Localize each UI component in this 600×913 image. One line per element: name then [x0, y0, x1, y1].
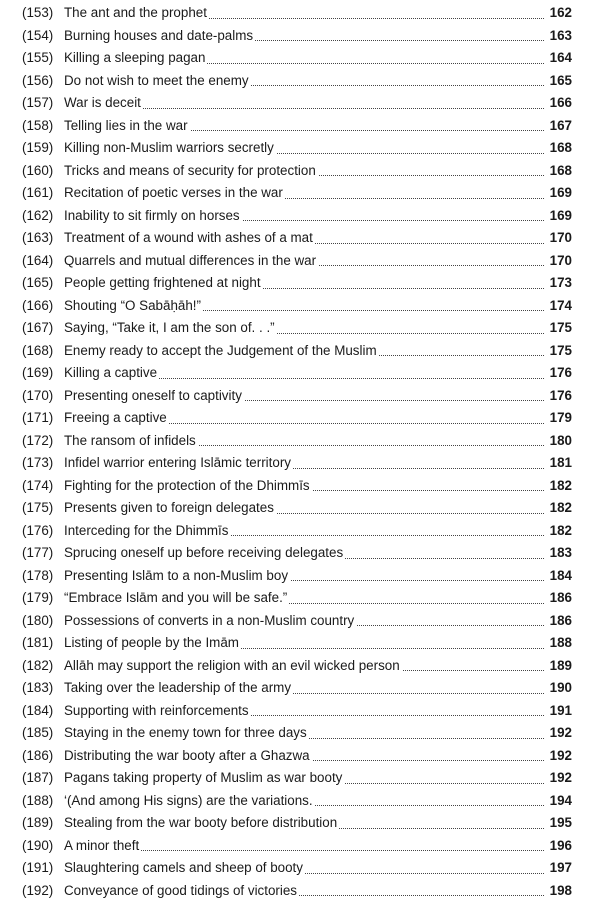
entry-title: ‘(And among His signs) are the variations. [64, 790, 315, 813]
entry-number: (184) [22, 702, 54, 718]
entry-number: (167) [22, 320, 54, 335]
toc-entry [0, 587, 600, 610]
entry-number: (175) [22, 500, 54, 515]
toc-entry [0, 565, 600, 588]
entry-title: Fighting for the protection of the Dhimmīs [64, 475, 312, 498]
entry-title: Do not wish to meet the enemy [64, 70, 251, 93]
entry-number: (174) [22, 477, 54, 493]
entry-page-number: 174 [542, 295, 572, 318]
toc-entry [0, 250, 600, 273]
entry-page-number: 176 [542, 385, 572, 408]
entry-page-number: 162 [542, 2, 572, 25]
entry-number: (183) [22, 680, 54, 695]
entry-page-number: 186 [542, 587, 572, 610]
toc-entry [0, 227, 600, 250]
entry-number: (185) [22, 725, 54, 740]
toc-entry [0, 70, 600, 93]
toc-entry [0, 677, 600, 700]
entry-title: War is deceit [64, 92, 143, 115]
entry-number: (166) [22, 297, 54, 313]
entry-number: (179) [22, 590, 54, 605]
entry-page-number: 167 [542, 115, 572, 138]
entry-title: The ransom of infidels [64, 430, 198, 453]
entry-title: Treatment of a wound with ashes of a mat [64, 227, 315, 250]
entry-title: Distributing the war booty after a Ghazwa [64, 745, 312, 768]
entry-number: (158) [22, 117, 54, 133]
entry-title: Saying, “Take it, I am the son of. . .” [64, 317, 277, 340]
entry-page-number: 182 [542, 497, 572, 520]
toc-entry [0, 812, 600, 835]
entry-number: (178) [22, 567, 54, 583]
entry-page-number: 192 [542, 722, 572, 745]
toc-entry [0, 182, 600, 205]
entry-page-number: 182 [542, 475, 572, 498]
entry-number: (157) [22, 95, 54, 110]
entry-number: (154) [22, 27, 54, 43]
entry-number: (192) [22, 882, 54, 898]
entry-title: Tricks and means of security for protection [64, 160, 318, 183]
entry-number: (180) [22, 612, 54, 628]
entry-page-number: 176 [542, 362, 572, 385]
entry-number: (170) [22, 387, 54, 403]
entry-page-number: 182 [542, 520, 572, 543]
toc-entry [0, 205, 600, 228]
toc-entry [0, 317, 600, 340]
entry-number: (155) [22, 50, 54, 65]
toc-entry [0, 2, 600, 25]
entry-title: Slaughtering camels and sheep of booty [64, 857, 305, 880]
entry-number: (161) [22, 185, 54, 200]
entry-number: (163) [22, 230, 54, 245]
entry-page-number: 168 [542, 160, 572, 183]
toc-entry [0, 497, 600, 520]
toc-entry [0, 362, 600, 385]
entry-number: (165) [22, 275, 54, 290]
entry-title: Killing a sleeping pagan [64, 47, 207, 70]
entry-page-number: 191 [542, 700, 572, 723]
entry-title: Conveyance of good tidings of victories [64, 880, 299, 903]
toc-entry [0, 340, 600, 363]
toc-entry [0, 632, 600, 655]
toc-entry [0, 160, 600, 183]
entry-title: Killing non-Muslim warriors secretly [64, 137, 276, 160]
entry-page-number: 190 [542, 677, 572, 700]
toc-entry [0, 25, 600, 48]
entry-page-number: 169 [542, 205, 572, 228]
entry-page-number: 173 [542, 272, 572, 295]
entry-title: Stealing from the war booty before distribution [64, 812, 339, 835]
entry-page-number: 164 [542, 47, 572, 70]
entry-number: (189) [22, 815, 54, 830]
entry-title: Inability to sit firmly on horses [64, 205, 242, 228]
entry-page-number: 188 [542, 632, 572, 655]
entry-title: Taking over the leadership of the army [64, 677, 293, 700]
entry-title: Allāh may support the religion with an evil wicked person [64, 655, 402, 678]
entry-page-number: 165 [542, 70, 572, 93]
entry-number: (162) [22, 207, 54, 223]
entry-number: (156) [22, 72, 54, 88]
toc-entry [0, 47, 600, 70]
entry-page-number: 179 [542, 407, 572, 430]
entry-title: Presenting oneself to captivity [64, 385, 244, 408]
toc-entry [0, 542, 600, 565]
entry-title: Shouting “O Sabāḥāh!” [64, 295, 203, 318]
entry-title: People getting frightened at night [64, 272, 263, 295]
toc-entry [0, 115, 600, 138]
entry-number: (187) [22, 770, 54, 785]
toc-entry [0, 272, 600, 295]
entry-page-number: 197 [542, 857, 572, 880]
entry-title: Pagans taking property of Muslim as war booty [64, 767, 344, 790]
entry-number: (160) [22, 162, 54, 178]
entry-number: (181) [22, 635, 54, 650]
entry-page-number: 195 [542, 812, 572, 835]
toc-entry [0, 835, 600, 858]
entry-page-number: 175 [542, 317, 572, 340]
toc-entry [0, 880, 600, 903]
entry-page-number: 169 [542, 182, 572, 205]
entry-page-number: 181 [542, 452, 572, 475]
toc-entry [0, 767, 600, 790]
entry-number: (182) [22, 657, 54, 673]
entry-title: Recitation of poetic verses in the war [64, 182, 285, 205]
entry-title: Staying in the enemy town for three days [64, 722, 309, 745]
entry-number: (171) [22, 410, 54, 425]
entry-page-number: 175 [542, 340, 572, 363]
entry-page-number: 184 [542, 565, 572, 588]
toc-entry [0, 475, 600, 498]
entry-page-number: 192 [542, 745, 572, 768]
entry-page-number: 194 [542, 790, 572, 813]
entry-title: Quarrels and mutual differences in the war [64, 250, 318, 273]
entry-title: Sprucing oneself up before receiving delegates [64, 542, 345, 565]
entry-page-number: 166 [542, 92, 572, 115]
entry-title: Interceding for the Dhimmīs [64, 520, 230, 543]
entry-title: Enemy ready to accept the Judgement of the Muslim [64, 340, 379, 363]
entry-title: Possessions of converts in a non-Muslim country [64, 610, 356, 633]
entry-title: Presenting Islām to a non-Muslim boy [64, 565, 290, 588]
entry-title: Burning houses and date-palms [64, 25, 255, 48]
toc-entry [0, 137, 600, 160]
toc-entry [0, 430, 600, 453]
entry-number: (188) [22, 792, 54, 808]
toc-entry [0, 745, 600, 768]
toc-entry [0, 790, 600, 813]
entry-page-number: 192 [542, 767, 572, 790]
toc-entry [0, 857, 600, 880]
entry-page-number: 163 [542, 25, 572, 48]
entry-page-number: 170 [542, 227, 572, 250]
entry-title: A minor theft [64, 835, 141, 858]
entry-title: The ant and the prophet [64, 2, 209, 25]
entry-page-number: 170 [542, 250, 572, 273]
entry-number: (191) [22, 860, 54, 875]
entry-number: (159) [22, 140, 54, 155]
entry-number: (173) [22, 455, 54, 470]
entry-number: (168) [22, 342, 54, 358]
entry-page-number: 180 [542, 430, 572, 453]
toc-entry [0, 385, 600, 408]
entry-number: (153) [22, 5, 54, 20]
entry-title: Freeing a captive [64, 407, 169, 430]
entry-title: “Embrace Islām and you will be safe.” [64, 587, 289, 610]
entry-page-number: 183 [542, 542, 572, 565]
toc-entry [0, 295, 600, 318]
entry-page-number: 168 [542, 137, 572, 160]
entry-page-number: 189 [542, 655, 572, 678]
entry-number: (186) [22, 747, 54, 763]
entry-number: (177) [22, 545, 54, 560]
table-of-contents [0, 2, 600, 902]
toc-entry [0, 655, 600, 678]
toc-entry [0, 520, 600, 543]
entry-title: Killing a captive [64, 362, 159, 385]
entry-number: (176) [22, 522, 54, 538]
entry-page-number: 196 [542, 835, 572, 858]
entry-title: Presents given to foreign delegates [64, 497, 276, 520]
toc-entry [0, 722, 600, 745]
toc-entry [0, 700, 600, 723]
entry-number: (172) [22, 432, 54, 448]
entry-page-number: 186 [542, 610, 572, 633]
entry-page-number: 198 [542, 880, 572, 903]
entry-title: Telling lies in the war [64, 115, 190, 138]
toc-entry [0, 610, 600, 633]
entry-title: Supporting with reinforcements [64, 700, 251, 723]
entry-title: Listing of people by the Imām [64, 632, 241, 655]
toc-entry [0, 407, 600, 430]
toc-entry [0, 452, 600, 475]
toc-entry [0, 92, 600, 115]
entry-title: Infidel warrior entering Islāmic territory [64, 452, 293, 475]
entry-number: (190) [22, 837, 54, 853]
entry-number: (169) [22, 365, 54, 380]
entry-number: (164) [22, 252, 54, 268]
